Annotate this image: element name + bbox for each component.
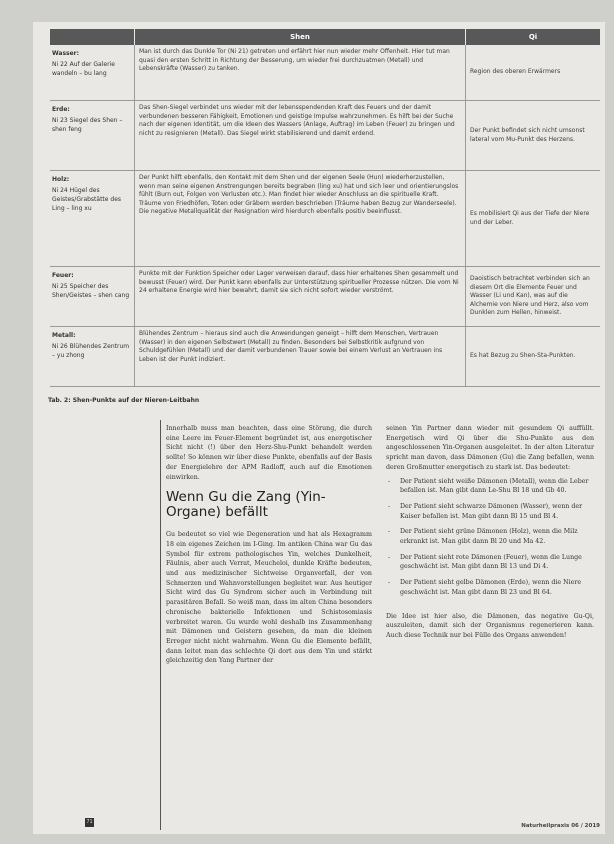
element-label: Erde: <box>52 106 70 113</box>
point-name: Ni 25 Speicher des Shen/Geistes – shen cang <box>52 283 130 299</box>
journal-footer: Naturheilpraxis 06 / 2019 <box>521 823 600 829</box>
element-label: Metall: <box>52 332 76 339</box>
list-item: - Der Patient sieht schwarze Dämonen (Wasser), wenn der Kaiser befallen ist. Man gibt dann Bl 15 und Bl 4. <box>386 502 594 521</box>
qi-cell: Es hat Bezug zu Shen-Sta-Punkten. <box>470 352 576 360</box>
point-cell <box>50 327 135 386</box>
table-row <box>50 327 600 387</box>
qi-cell: Der Punkt befindet sich nicht umsonst lateral vom Mu-Punkt des Herzens. <box>470 126 585 143</box>
point-cell <box>50 101 135 170</box>
element-label: Feuer: <box>52 272 74 279</box>
qi-cell: Daoistisch betrachtet verbinden sich an diesem Ort die Elemente Feuer und Wasser (Li und Kan), was auf die Alchemie von Niere und Herz, also vom Dunklen zum Hellen, hinweist. <box>470 275 590 317</box>
left-body-paragraph: Gu bedeutet so viel wie Degeneration und hat als Hexagramm 18 ein eigenes Zeichen im I-Ging. Im antiken China war Gu das Symbol für extrem pathologisches Yin, welches Dunkelheit, Fäulnis, aber auch Verrat, Meucheloi, dunkle Kräfte bedeuten, und aus medizinischer Sichtweise Organverfall, der von Schmerzen und Wahnvorstellungen begleitet war. Aus heutiger Sicht wird das Gu Syndrom sicher auch in Verbindung mit parasitären Befall. So weiß man, dass im alten China besonders chronische bakterielle Infektionen und Schistosomiasis verbreitet waren. Gu wurde wohl deshalb ins Zusammenhang mit Dämonen und Geistern gesehen, da man die kleinen Erreger nicht nicht wahrnahm. Wenn Gu die Elemente befällt, dann leitet man das schlechte Qi dort aus dem Yin und stärkt gleichzeitig den Yang Partner der <box>166 531 372 665</box>
table-row <box>50 267 600 327</box>
point-name: Ni 23 Siegel des Shen – shen feng <box>52 117 123 133</box>
table-caption: Tab. 2: Shen-Punkte auf der Nieren-Leitbahn <box>48 397 200 404</box>
table-row <box>50 171 600 267</box>
table-header <box>50 29 600 45</box>
header-cell-shen: Shen <box>135 29 466 45</box>
shen-cell: Der Punkt hilft ebenfalls, den Kontakt mit dem Shen und der eigenen Seele (Hun) wiederherzustellen, wenn man seine eigenen Anstrengungen bereits begraben (ling xu) hat und sich leer und orientierungslos fühlt (Burn out, Folgen von Verlusten etc.). Man findet hier wieder Anschluss an die spirituelle Kraft. Träume von Friedhöfen, Toten oder Gräbern werden beschrieben (Träume haben Bezug zur Wanderseele). Die negative Metallqualität der Resignation wird hierdurch ebenfalls positiv beeinflusst. <box>135 171 466 266</box>
element-label: Wasser: <box>52 50 80 57</box>
point-cell <box>50 45 135 100</box>
qi-cell: Region des oberen Erwärmers <box>470 68 561 76</box>
shen-cell: Blühendes Zentrum – hieraus sind auch die Anwendungen geneigt – hilft dem Menschen, Vertrauen (Wasser) in den eigenen Selbstwert (Metall) zu finden. Besonders bei Selbstkritik aufgrund von Schuldgefühlen (Metall) und der damit verbundenen Trauer sowie bei einem Verlust an Vertrauen ins Leben ist der Punkt indiziert. <box>135 327 466 386</box>
point-cell <box>50 171 135 266</box>
right-outro-paragraph: Die Idee ist hier also, die Dämonen, das negative Gu-Qi, auszuleiten, damit sich der Organismus regenerieren kann. Auch diese Technik nur bei Fülle des Organs anwenden! <box>386 612 594 639</box>
shen-cell: Man ist durch das Dunkle Tor (Ni 21) getreten und erfährt hier nun wieder mehr Offenheit. Hier tut man quasi den ersten Schritt in Richtung der Besserung, um wieder frei durchzuatmen (Metall) und Lebenskräfte (Wasser) zu tanken. <box>135 45 466 100</box>
header-cell-qi: Qi <box>528 33 538 41</box>
article-right-column <box>386 424 594 641</box>
shen-cell: Das Shen-Siegel verbindet uns wieder mit der lebensspendenden Kraft des Feuers und der damit verbundenen besseren Fähigkeit, Emotionen und geistige Impulse wahrzunehmen. Es hilft bei der Suche nach der eigenen Identität, um die Ideen des Wassers (Anlage, Auftrag) im Leben (Feuer) zu bringen und nicht zu resignieren (Metall). Das Siegel wirkt stabilisierend und damit erdend. <box>135 101 466 170</box>
list-item: - Der Patient sieht grüne Dämonen (Holz), wenn die Milz erkrankt ist. Man gibt dann Bl 20 und Ma 42. <box>386 527 594 546</box>
point-name: Ni 22 Auf der Galerie wandeln – bu lang <box>52 61 115 77</box>
point-cell <box>50 267 135 326</box>
right-intro-paragraph: seinen Yin Partner dann wieder mit gesundem Qi auffüllt. Energetisch wird Qi über die Shu-Punkte aus den angeschlossenen Yin-Organen ausgeleitet. In der alten Literatur spricht man davon, dass Dämonen (Gu) die Zang befallen, wenn deren Großmutter energetisch zu stark ist. Das bedeutet: <box>386 425 594 471</box>
section-heading: Wenn Gu die Zang (Yin-Organe) befällt <box>166 489 326 521</box>
qi-cell: Es mobilisiert Qi aus der Tiefe der Niere und der Leber. <box>470 209 590 226</box>
point-name: Ni 24 Hügel des Geistes/Grabstätte des Ling – ling xu <box>52 187 122 212</box>
header-cell-empty <box>50 29 135 45</box>
shen-points-table <box>50 29 600 387</box>
article-left-column <box>166 424 372 666</box>
list-item: - Der Patient sieht weiße Dämonen (Metall), wenn die Leber befallen ist. Man gibt dann Le-Shu Bl 18 und Gb 40. <box>386 477 594 496</box>
table-row <box>50 45 600 101</box>
list-item: - Der Patient sieht gelbe Dämonen (Erde), wenn die Niere geschwächt ist. Man gibt dann Bl 23 und Bl 64. <box>386 578 594 597</box>
element-label: Holz: <box>52 176 70 183</box>
page-number: 71 <box>86 819 93 825</box>
table-row <box>50 101 600 171</box>
demon-list <box>386 477 594 598</box>
point-name: Ni 26 Blühendes Zentrum – yu zhong <box>52 343 130 359</box>
list-item: - Der Patient sieht rote Dämonen (Feuer), wenn die Lunge geschwächt ist. Man gibt dann Bl 13 und Di 4. <box>386 553 594 572</box>
column-rule <box>160 420 161 830</box>
left-intro-paragraph: Innerhalb muss man beachten, dass eine Störung, die durch eine Leere im Feuer-Element begründet ist, aus energetischer Sicht nicht (!) über den Herz-Shu-Punkt behandelt werden sollte! So können wir über diese Punkte, ebenfalls auf der Basis der Energielehre der APM Radloff, auch auf die Emotionen einwirken. <box>166 425 372 481</box>
shen-cell: Punkte mit der Funktion Speicher oder Lager verweisen darauf, dass hier erhaltenes Shen gesammelt und bewusst (Feuer) wird. Der Punkt kann ebenfalls zur Unterstützung spiritueller Prozesse nützen. Die vom Ni 24 erhaltene Energie wird hier bewahrt, damit sie sich nicht sofort wieder verströmt. <box>135 267 466 326</box>
